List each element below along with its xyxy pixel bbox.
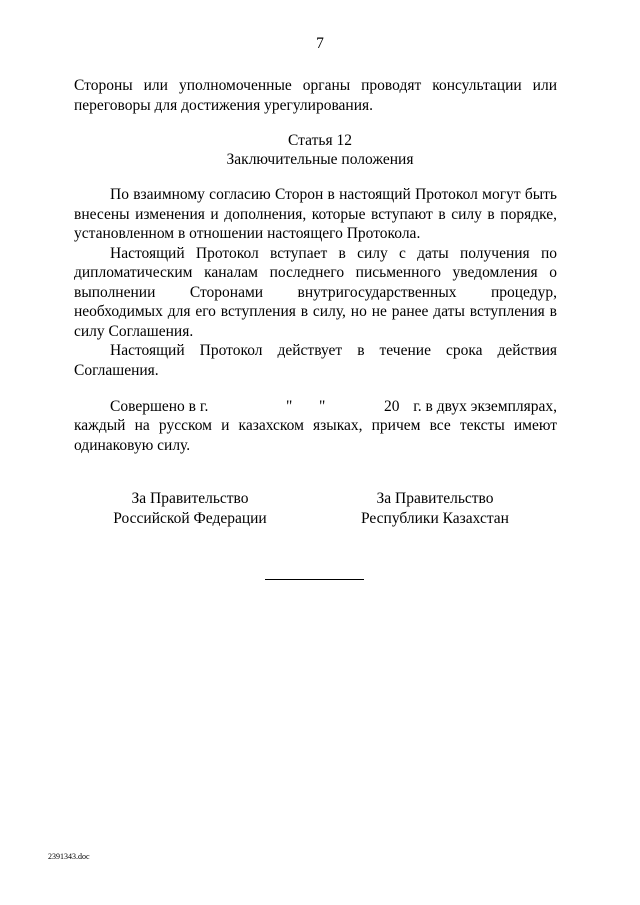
date-quote-open: " — [286, 398, 293, 415]
paragraph-entry-into-force: Настоящий Протокол вступает в силу с даты получения по дипломатическим каналам последнего письменного уведомления о выполнении Сторонами внутригосударственных процедур, необходимых для его вступления в силу, но не ранее даты вступления в силу Соглашения. — [74, 244, 557, 340]
done-continuation — [74, 416, 557, 455]
signature-russia-line1: За Правительство — [131, 490, 249, 507]
article-body — [74, 185, 557, 380]
done-prefix: Совершено в г. — [110, 398, 209, 415]
article-number: Статья 12 — [288, 132, 352, 149]
done-at-line — [74, 397, 557, 417]
footer-filename: 2391343.doc — [48, 852, 90, 861]
done-continuation-text: каждый на русском и казахском языках, причем все тексты имеют одинаковую силу. — [74, 417, 557, 454]
signature-russia-line2: Российской Федерации — [113, 509, 267, 527]
paragraph-amendments: По взаимному согласию Сторон в настоящий Протокол могут быть внесены изменения и дополнения, которые вступают в силу в порядке, установленном в отношении настоящего Протокола. — [74, 186, 557, 242]
page-number: 7 — [316, 35, 324, 52]
date-year: 20 — [384, 398, 400, 415]
closing-rule — [265, 579, 364, 580]
signature-kazakhstan-line1: За Правительство — [376, 490, 494, 507]
paragraph-duration: Настоящий Протокол действует в течение срока действия Соглашения. — [74, 342, 557, 379]
article-title: Заключительные положения — [226, 151, 414, 168]
intro-paragraph — [74, 76, 557, 115]
signature-kazakhstan-line2: Республики Казахстан — [361, 509, 509, 527]
date-quote-close: " — [319, 398, 326, 415]
signature-block-kazakhstan — [325, 489, 545, 528]
signature-block-russia — [80, 489, 300, 528]
done-suffix: г. в двух экземплярах, — [413, 398, 557, 415]
intro-text: Стороны или уполномоченные органы проводят консультации или переговоры для достижения урегулирования. — [74, 77, 557, 114]
